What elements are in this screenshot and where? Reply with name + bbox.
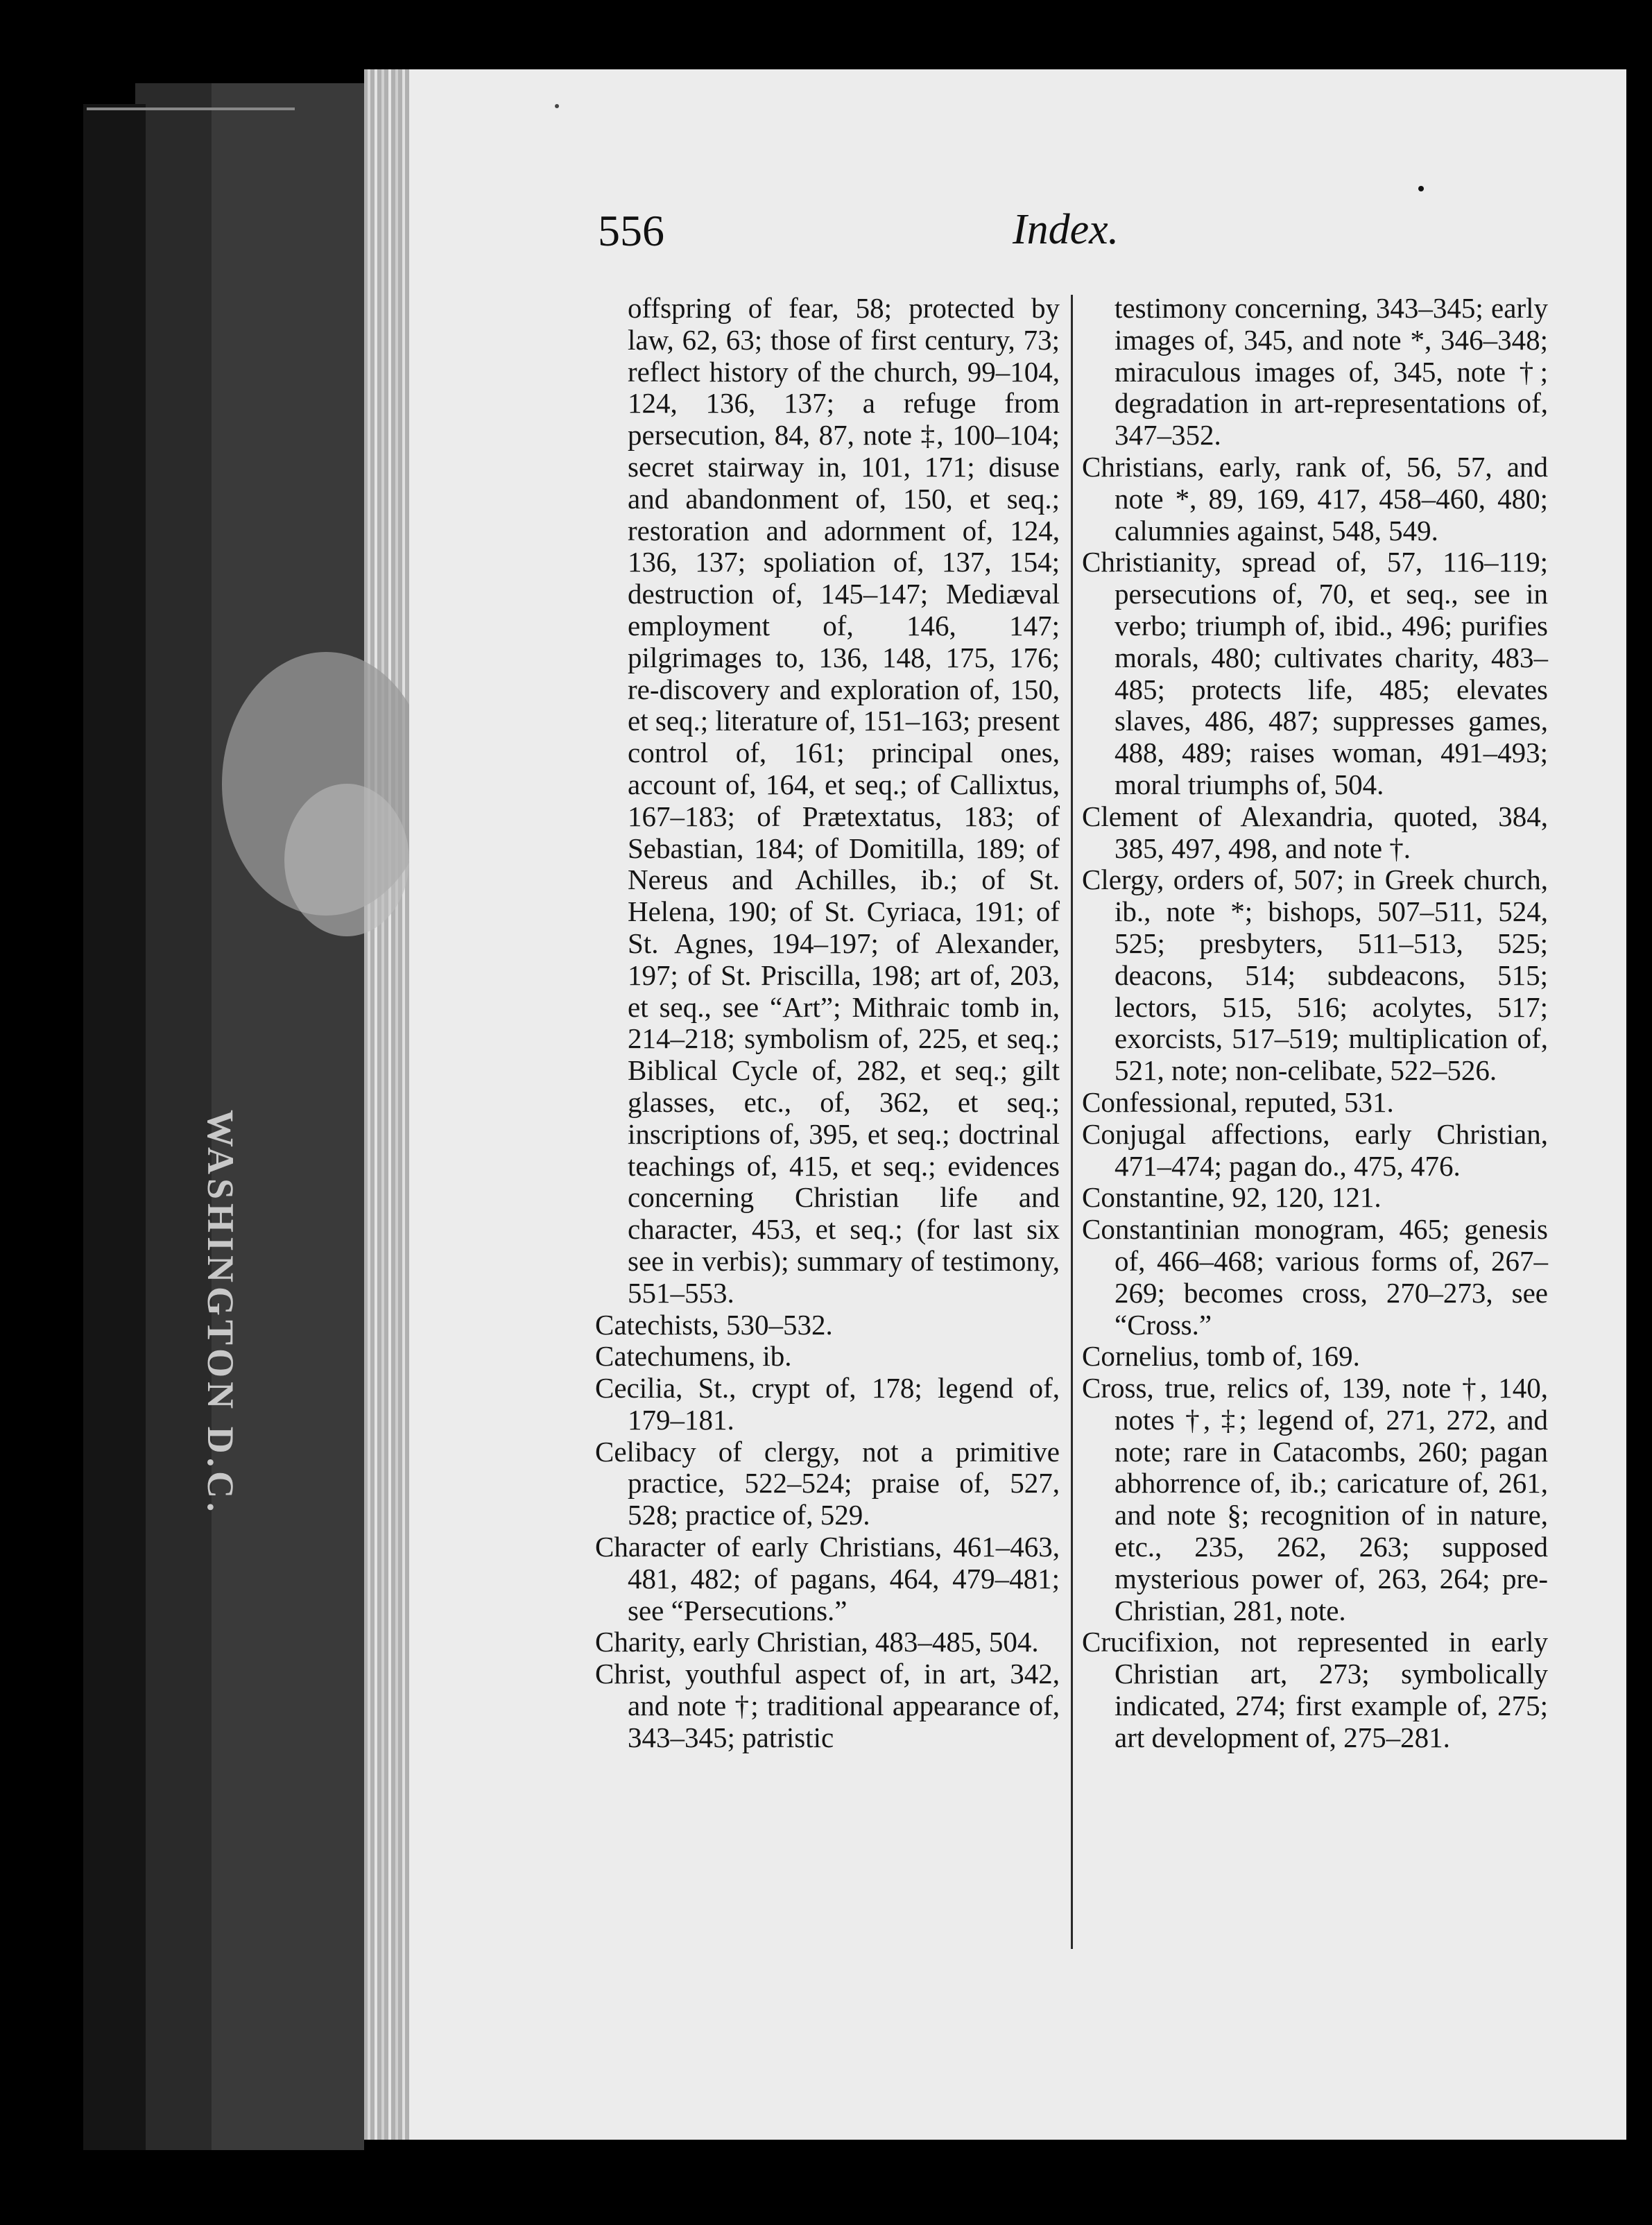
- index-column-right: [1082, 293, 1548, 1754]
- index-entry-continuation: offspring of fear, 58; protected by law, 62, 63; those of first century, 73; reflect history of the church, 99–104, 124, 136, 137; a refuge from persecution, 84, 87, note ‡, 100–104; secret stairway in, 101, 171; disuse and abandonment of, 150, et seq.; restoration and adornment of, 124, 136, 137; spoliation of, 137, 154; destruction of, 145–147; Mediæval employment of, 146, 147; pilgrimages to, 136, 148, 175, 176; re-discovery and exploration of, 150, et seq.; literature of, 151–163; present control of, 161; principal ones, account of, 164, et seq.; of Callixtus, 167–183; of Prætextatus, 183; of Sebastian, 184; of Domitilla, 189; of Nereus and Achilles, ib.; of St. Helena, 190; of St. Cyriaca, 191; of St. Agnes, 194–197; of Alexander, 197; of St. Priscilla, 198; art of, 203, et seq., see “Art”; Mithraic tomb in, 214–218; symbolism of, 225, et seq.; Biblical Cycle of, 282, et seq.; gilt glasses, etc., of, 362, et seq.; inscriptions of, 395, et seq.; doctrinal teachings of, 415, et seq.; evidences concerning Christian life and character, 453, et seq.; (for last six see in verbis); summary of testimony, 551–553.: [628, 292, 1060, 1309]
- index-entry: Christians, early, rank of, 56, 57, and note *, 89, 169, 417, 458–460, 480; calumnies against, 548, 549.: [1082, 450, 1548, 547]
- index-entry-continuation: testimony concerning, 343–345; early images of, 345, and note *, 346–348; miraculous images of, 345, note †; degradation in art-representations of, 347–352.: [1115, 292, 1548, 452]
- index-entry: Catechumens, ib.: [595, 1340, 792, 1373]
- running-head: Index.: [1013, 206, 1119, 253]
- index-entry: Constantine, 92, 120, 121.: [1082, 1181, 1382, 1214]
- index-entry: Cornelius, tomb of, 169.: [1082, 1340, 1360, 1373]
- index-entry: Catechists, 530–532.: [595, 1308, 833, 1341]
- index-entry: Christ, youthful aspect of, in art, 342, and note †; traditional appearance of, 343–345; patristic: [595, 1658, 1060, 1753]
- column-divider: [1071, 295, 1073, 1949]
- spine-stamp: WASHINGTON D.C.: [200, 1110, 241, 1516]
- index-entry: Confessional, reputed, 531.: [1082, 1085, 1394, 1118]
- index-entry: Constantinian monogram, 465; genesis of, 466–468; various forms of, 267–269; becomes cross, 270–273, see “Cross.”: [1082, 1213, 1548, 1341]
- index-entry: Christianity, spread of, 57, 116–119; persecutions of, 70, et seq., see in verbo; triumph of, ibid., 496; purifies morals, 480; cultivates charity, 483–485; protects life, 485; elevates slaves, 486, 487; suppresses games, 488, 489; raises woman, 491–493; moral triumphs of, 504.: [1082, 546, 1548, 800]
- index-entry: Cecilia, St., crypt of, 178; legend of, 179–181.: [595, 1372, 1060, 1436]
- page-number: 556: [598, 206, 664, 255]
- index-entry: Charity, early Christian, 483–485, 504.: [595, 1626, 1039, 1658]
- index-entry: Clement of Alexandria, quoted, 384, 385, 497, 498, and note †.: [1082, 800, 1548, 864]
- ink-speck: [1418, 186, 1424, 191]
- index-entry: Celibacy of clergy, not a primitive practice, 522–524; praise of, 527, 528; practice of, 529.: [595, 1435, 1060, 1531]
- index-entry: Clergy, orders of, 507; in Greek church, ib., note *; bishops, 507–511, 524, 525; presbyters, 511–513, 525; deacons, 514; subdeacons, 515; lectors, 515, 516; acolytes, 517; exorcists, 517–519; multiplication of, 521, note; non-celibate, 522–526.: [1082, 864, 1548, 1087]
- index-entry: Character of early Christians, 461–463, 481, 482; of pagans, 464, 479–481; see “Persecutions.”: [595, 1531, 1060, 1626]
- ink-speck: [555, 104, 559, 108]
- index-entry: Crucifixion, not represented in early Christian art, 273; symbolically indicated, 274; first example of, 275; art development of, 275–281.: [1082, 1626, 1548, 1753]
- index-entry: Cross, true, relics of, 139, note †, 140, notes †, ‡; legend of, 271, 272, and note; rare in Catacombs, 260; pagan abhorrence of, ib.; caricature of, 261, and note §; recognition of in nature, etc., 235, 262, 263; supposed mysterious power of, 263, 264; pre-Christian, 281, note.: [1082, 1372, 1548, 1626]
- page-edges: [364, 69, 409, 2140]
- index-entry: Conjugal affections, early Christian, 471–474; pagan do., 475, 476.: [1082, 1117, 1548, 1182]
- index-column-left: [595, 293, 1060, 1754]
